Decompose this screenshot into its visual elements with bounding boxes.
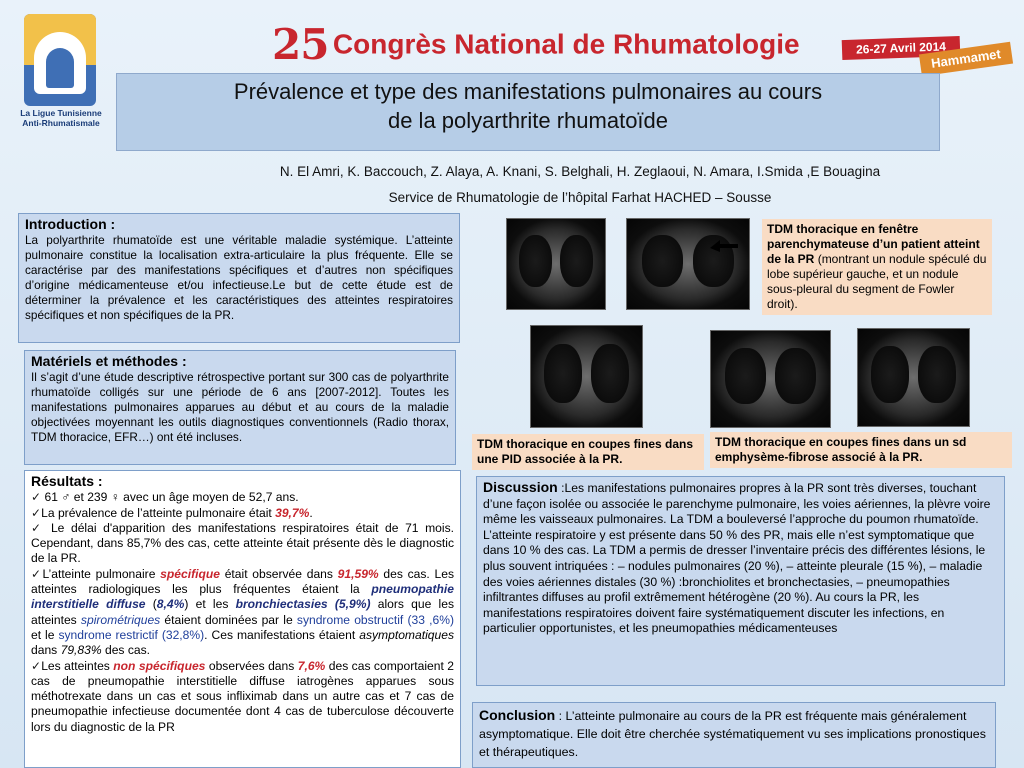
congress-dates-badge: 26-27 Avril 2014 [842,36,961,60]
congress-city-badge: Hammamet [919,42,1013,77]
check-icon: ✓ [31,566,43,581]
league-name [8,108,114,128]
conclusion-section [472,702,996,768]
result-highlight: 39,7% [275,505,310,520]
league-logo [8,8,114,133]
league-name-line2: Anti-Rhumatismale [22,118,100,128]
ct-scan-image [530,325,643,428]
result-text: La prévalence de l’atteinte pulmonaire était [41,505,276,520]
affiliation: Service de Rhumatologie de l’hôpital Farhat HACHED – Sousse [388,190,772,205]
result-highlight: syndrome obstructif (33 ,6%) [296,612,455,627]
conclusion-heading: Conclusion [479,707,556,723]
ct-scan-image [506,218,606,310]
ct-caption-pid: TDM thoracique en coupes fines dans une PID associée à la PR. [472,434,704,470]
result-text: Les atteintes [41,658,114,673]
result-highlight: 8,4% [156,597,185,612]
methods-text: Il s’agit d’une étude descriptive rétrospective portant sur 300 cas de polyarthrite rhumatoïde colligés sur une période de 6 ans [2007-2012]. Toutes les manifestations pulmonaires apparues au début et au cours de la maladie objectivées moyennant les outils diagnostiques conventionnels (Radio thorax, TDM thoracice, EFR…) ont été incluses. [31,370,449,444]
caption-bold: TDM thoracique en fenêtre parenchymateuse d’un patient atteint de la PR [767,222,980,266]
poster-title [116,73,940,151]
result-text: alors que les atteintes [31,597,454,627]
result-text: . [309,505,313,520]
result-item [31,490,454,505]
discussion-heading: Discussion [483,479,558,495]
check-icon: ✓ [31,658,42,673]
result-text: L’atteinte pulmonaire [42,566,161,581]
result-text: . Ces manifestations étaient [204,627,360,642]
introduction-text: La polyarthrite rhumatoïde est une véritable maladie systémique. L’atteinte pulmonaire constitue la localisation extra-articulaire la plus fréquente. Elle se caractérise par des manifestations spécifiques et d’autres non spécifiques d’origine médicamenteuse et/ou infectieuse.Le but de cette étude est de déterminer la prévalence et les caractéristiques des atteintes respiratoires spécifiques et non spécifiques de la PR. [25,233,453,322]
result-item [31,521,454,567]
introduction-heading: Introduction : [25,216,116,232]
ct-caption-emphysema: TDM thoracique en coupes fines dans un sd emphysème-fibrose associé à la PR. [710,432,1012,468]
result-text: étaient dominées par le [160,612,297,627]
results-section [24,470,461,768]
result-highlight: 7,6% [297,658,326,673]
result-item [31,659,454,735]
congress-number: 25 [272,20,329,69]
ct-caption-nodules [762,219,992,315]
results-heading: Résultats : [31,473,103,489]
result-highlight: spécifique [160,566,220,581]
caption-text: (montrant un nodule spéculé du lobe supérieur gauche, et un nodule sous-pleural du segment de Fowler droit). [767,252,987,311]
result-highlight: 79,83% [60,643,102,658]
result-item [31,506,454,521]
result-text: ( [145,597,157,612]
result-item [31,567,454,659]
arrow-icon [710,238,738,252]
congress-name: Congrès National de Rhumatologie [332,28,800,60]
discussion-section [476,476,1005,686]
introduction-section [18,213,460,343]
result-highlight: 91,59% [337,566,379,581]
result-highlight: syndrome restrictif (32,8%) [58,627,205,642]
result-text: dans [31,643,61,658]
discussion-text: :Les manifestations pulmonaires propres à la PR sont très diverses, touchant d’une façon isolée ou associée le parenchyme pulmonaire, les voies aériennes, la plèvre voire même les vaisseaux pulmonaires. La TDM a bouleversé l’approche du poumon rhumatoïde. L’atteinte respiratoire y est présente dans 50 % des PR, mais elle n’est symptomatique que dans 10 % des cas. La TDM a permis de dresser l’inventaire précis des différentes lésions, le plus souvent intriquées : – nodules pulmonaires (20 %), – atteinte pleurale (15 %), – maladie des voies aériennes distales (30 %) :bronchiolites et bronchectasies, – pneumopathies infiltrantes diffuses au profil extrêmement hétérogène (20 %). Au cours la PR, les manifestations respiratoires doivent faire systématiquement discuter les infections, en particulier opportunistes, et les pneumopathies médicamenteuses [483,481,991,636]
result-text: observées dans [205,658,298,673]
result-highlight: bronchiectasies (5,9%) [235,597,371,612]
result-text: des cas comportaient 2 cas de pneumopathie interstitielle diffuse iatrogènes apparues sous méthotrexate dans un cas et sous infliximab dans un autre cas et 7 cas de pneumopathie infectieuse documentée dont 4 cas de tuberculose découverte lors du diagnostic de la PR [31,658,454,734]
result-text: des cas. [101,643,151,658]
result-text: 61 ♂ et 239 ♀ avec un âge moyen de 52,7 ans. [41,490,299,505]
result-text: était observée dans [219,566,338,581]
methods-section [24,350,456,465]
result-highlight: non spécifiques [113,658,206,673]
ct-scan-image [857,328,970,427]
poster-title-line2: de la polyarthrite rhumatoïde [387,108,669,133]
league-name-line1: La Ligue Tunisienne [20,108,102,118]
league-emblem-icon [24,14,96,106]
result-text: ) et les [184,597,236,612]
ct-scan-image [626,218,750,310]
result-highlight: pneumopathie interstitielle diffuse [31,582,454,612]
check-icon: ✓ [31,505,42,520]
result-highlight: spirométriques [80,612,161,627]
result-text: des cas. Les atteintes radiologiques les plus fréquentes étaient la [31,566,454,597]
conclusion-text: : L’atteinte pulmonaire au cours de la PR est fréquente mais généralement asymptomatique. Elle doit être cherchée systématiquement vu ses implications pronostiques et thérapeutiques. [479,709,986,759]
methods-heading: Matériels et méthodes : [31,353,187,369]
ct-scan-image [710,330,831,428]
check-icon: ✓ [31,490,42,505]
check-icon: ✓ [31,520,45,535]
congress-title [272,20,872,70]
poster-title-line1: Prévalence et type des manifestations pulmonaires au cours [233,79,823,104]
authors: N. El Amri, K. Baccouch, Z. Alaya, A. Knani, S. Belghali, H. Zeglaoui, N. Amara, I.Smida ,E Bouagina [279,164,881,179]
result-highlight: asymptomatiques [359,627,454,642]
result-text: et le [31,627,59,642]
result-text: Le délai d'apparition des manifestations respiratoires était de 71 mois. Cependant, dans 85,7% des cas, cette atteinte était présente dès le diagnostic de la PR. [31,520,454,566]
